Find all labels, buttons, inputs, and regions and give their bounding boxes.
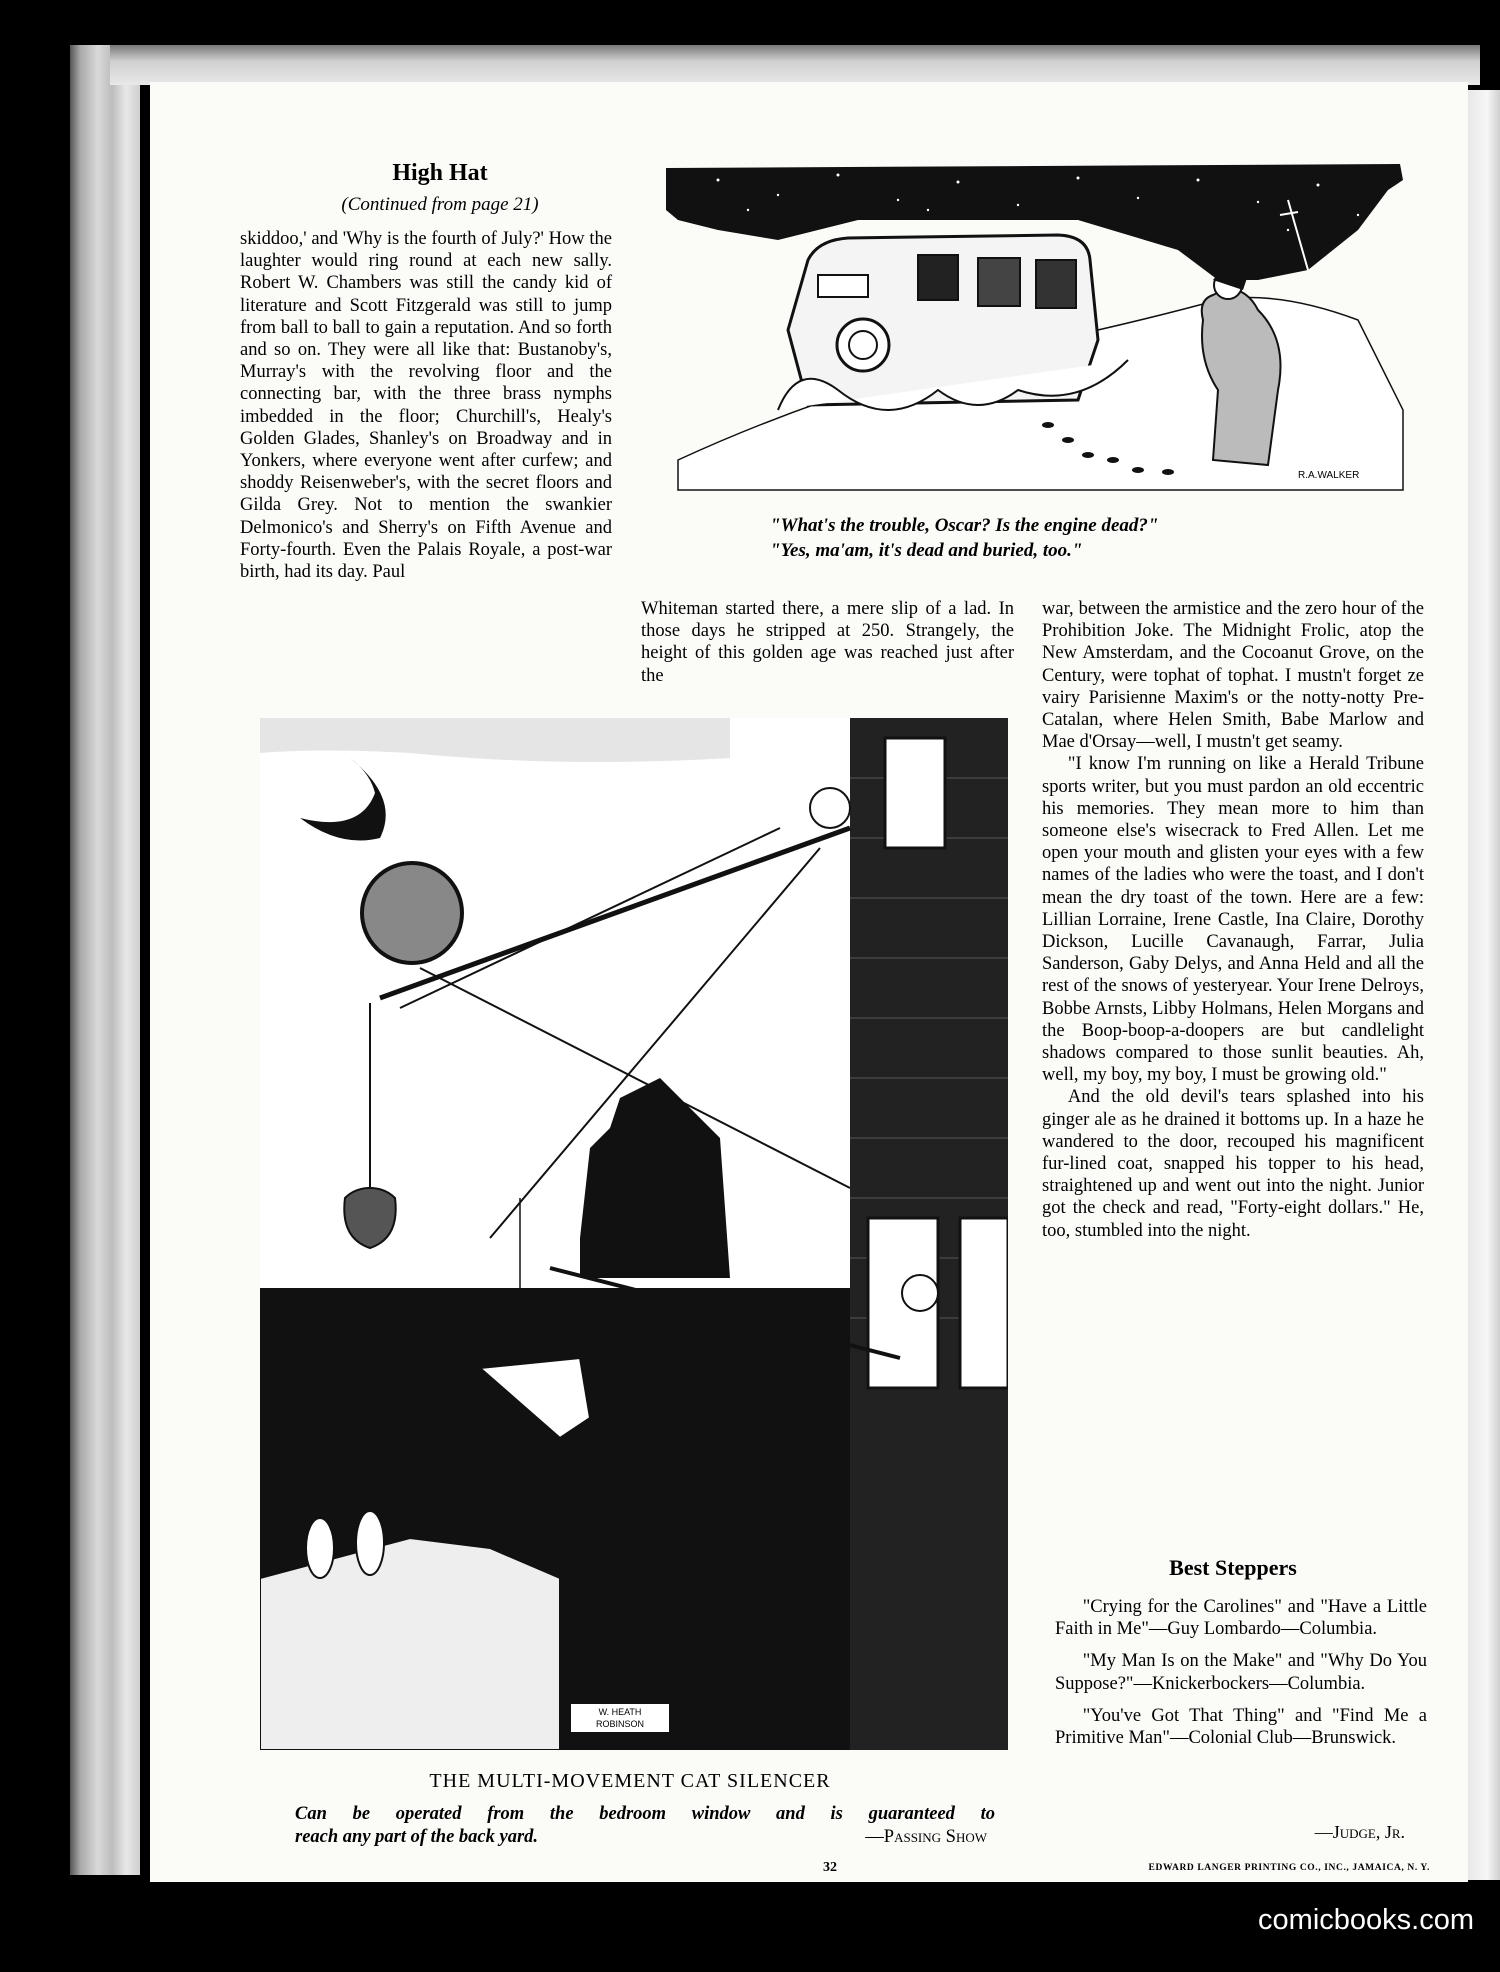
page-number: 32 [823, 1860, 837, 1875]
article-column-3 [1042, 598, 1424, 1242]
column-1-text: skiddoo,' and 'Why is the fourth of July?' How the laughter would ring round at each new sally. Robert W. Chambers was still the candy kid of literature and Scott Fitzgerald was still to jump from ball to ball to gain a reputation. And so forth and so on. They were all like that: Bustanoby's, Murray's with the revolving floor and the connecting bar, with the three brass nymphs imbedded in the floor; Churchill's, Healy's Golden Glades, Shanley's on Broadway and in Yonkers, where everyone went after curfew; and shoddy Reisenweber's, with the secret floors and Gilda Grey. Not to mention the swankier Delmonico's and Sherry's on Fifth Avenue and Forty-fourth. Even the Palais Royale, a post-war birth, had its day. Paul [240, 229, 612, 583]
cartoon-bottom-caption [295, 1803, 995, 1849]
list-item: "You've Got That Thing" and "Find Me a Primitive Man"—Colonial Club—Brunswick. [1055, 1705, 1427, 1749]
cartoon-bottom-caption-line-1: Can be operated from the bedroom window and is guaranteed to [295, 1804, 995, 1824]
article-column-1 [240, 228, 612, 583]
best-steppers-heading: Best Steppers [1169, 1555, 1297, 1580]
caption-line-2: "Yes, ma'am, it's dead and buried, too." [770, 540, 1083, 561]
cartoon-bottom-signature-1: W. HEATH [598, 1707, 642, 1717]
cartoon-top-signature: R.A.WALKER [1298, 470, 1360, 481]
book-top-edge [110, 45, 1480, 85]
cat-silencer-cartoon [260, 718, 1008, 1750]
stuck-car-cartoon [658, 160, 1408, 500]
book-right-edge [1468, 90, 1500, 1880]
best-steppers-list [1055, 1596, 1427, 1759]
cartoon-bottom-source: —Passing Show [865, 1827, 987, 1847]
caption-line-1: "What's the trouble, Oscar? Is the engine dead?" [770, 515, 1159, 536]
article-column-2 [641, 598, 1014, 687]
cartoon-bottom-caption-line-2: reach any part of the back yard. [295, 1827, 539, 1847]
best-steppers-signature: —Judge, Jr. [1314, 1822, 1405, 1842]
column-3-paragraph-3: And the old devil's tears splashed into his ginger ale as he drained it bottoms up. In a haze he wandered to the door, recouped his magnificent fur-lined coat, snapped his topper to his head, straightened up and went out into the night. Junior got the check and read, "Forty-eight dollars." He, too, stumbled into the night. [1042, 1087, 1424, 1241]
article-subtitle: (Continued from page 21) [341, 194, 539, 215]
site-watermark: comicbooks.com [1258, 1904, 1474, 1936]
list-item: "Crying for the Carolines" and "Have a Little Faith in Me"—Guy Lombardo—Columbia. [1055, 1597, 1427, 1640]
column-3-paragraph-1: war, between the armistice and the zero hour of the Prohibition Joke. The Midnight Frolic, atop the New Amsterdam, and the Cocoanut Grove, on the Century, were tophat of tophat. I mustn't forget ze vairy Parisienne Maxim's or the notty-notty Pre-Catalan, where Helen Smith, Babe Marlow and Mae d'Orsay—well, I mustn't get seamy. [1042, 599, 1424, 753]
cartoon-bottom-caption-line-2-row [295, 1826, 995, 1849]
article-title: High Hat [392, 160, 488, 186]
printer-credit: EDWARD LANGER PRINTING CO., INC., JAMAICA, N. Y. [1148, 1863, 1430, 1873]
column-2-text: Whiteman started there, a mere slip of a lad. In those days he stripped at 250. Strangely, the height of this golden age was reached just after the [641, 599, 1014, 686]
list-item: "My Man Is on the Make" and "Why Do You Suppose?"—Knickerbockers—Columbia. [1055, 1651, 1427, 1694]
cartoon-top-caption [770, 513, 1390, 563]
cartoon-bottom-signature-2: ROBINSON [595, 1719, 645, 1729]
column-3-paragraph-2: "I know I'm running on like a Herald Tribune sports writer, but you must pardon an old eccentric his memories. They mean more to him than someone else's wisecrack to Fred Allen. Let me open your mouth and glisten your eyes with a few names of the ladies who were the toast, and I don't mean the dry toast of the town. Here are a few: Lillian Lorraine, Irene Castle, Ina Claire, Dorothy Dickson, Lucille Cavanaugh, Farrar, Julia Sanderson, Gaby Delys, and Anna Held and all the rest of the snows of yesteryear. Your Irene Delroys, Bobbe Arnsts, Libby Holmans, Helen Morgans and the Boop-boop-a-doopers are but candlelight shadows compared to those sunlit beauties. Ah, well, my boy, my boy, I must be growing old." [1042, 754, 1424, 1086]
book-edge [70, 45, 140, 1875]
cartoon-bottom-title: THE MULTI-MOVEMENT CAT SILENCER [429, 1770, 831, 1792]
